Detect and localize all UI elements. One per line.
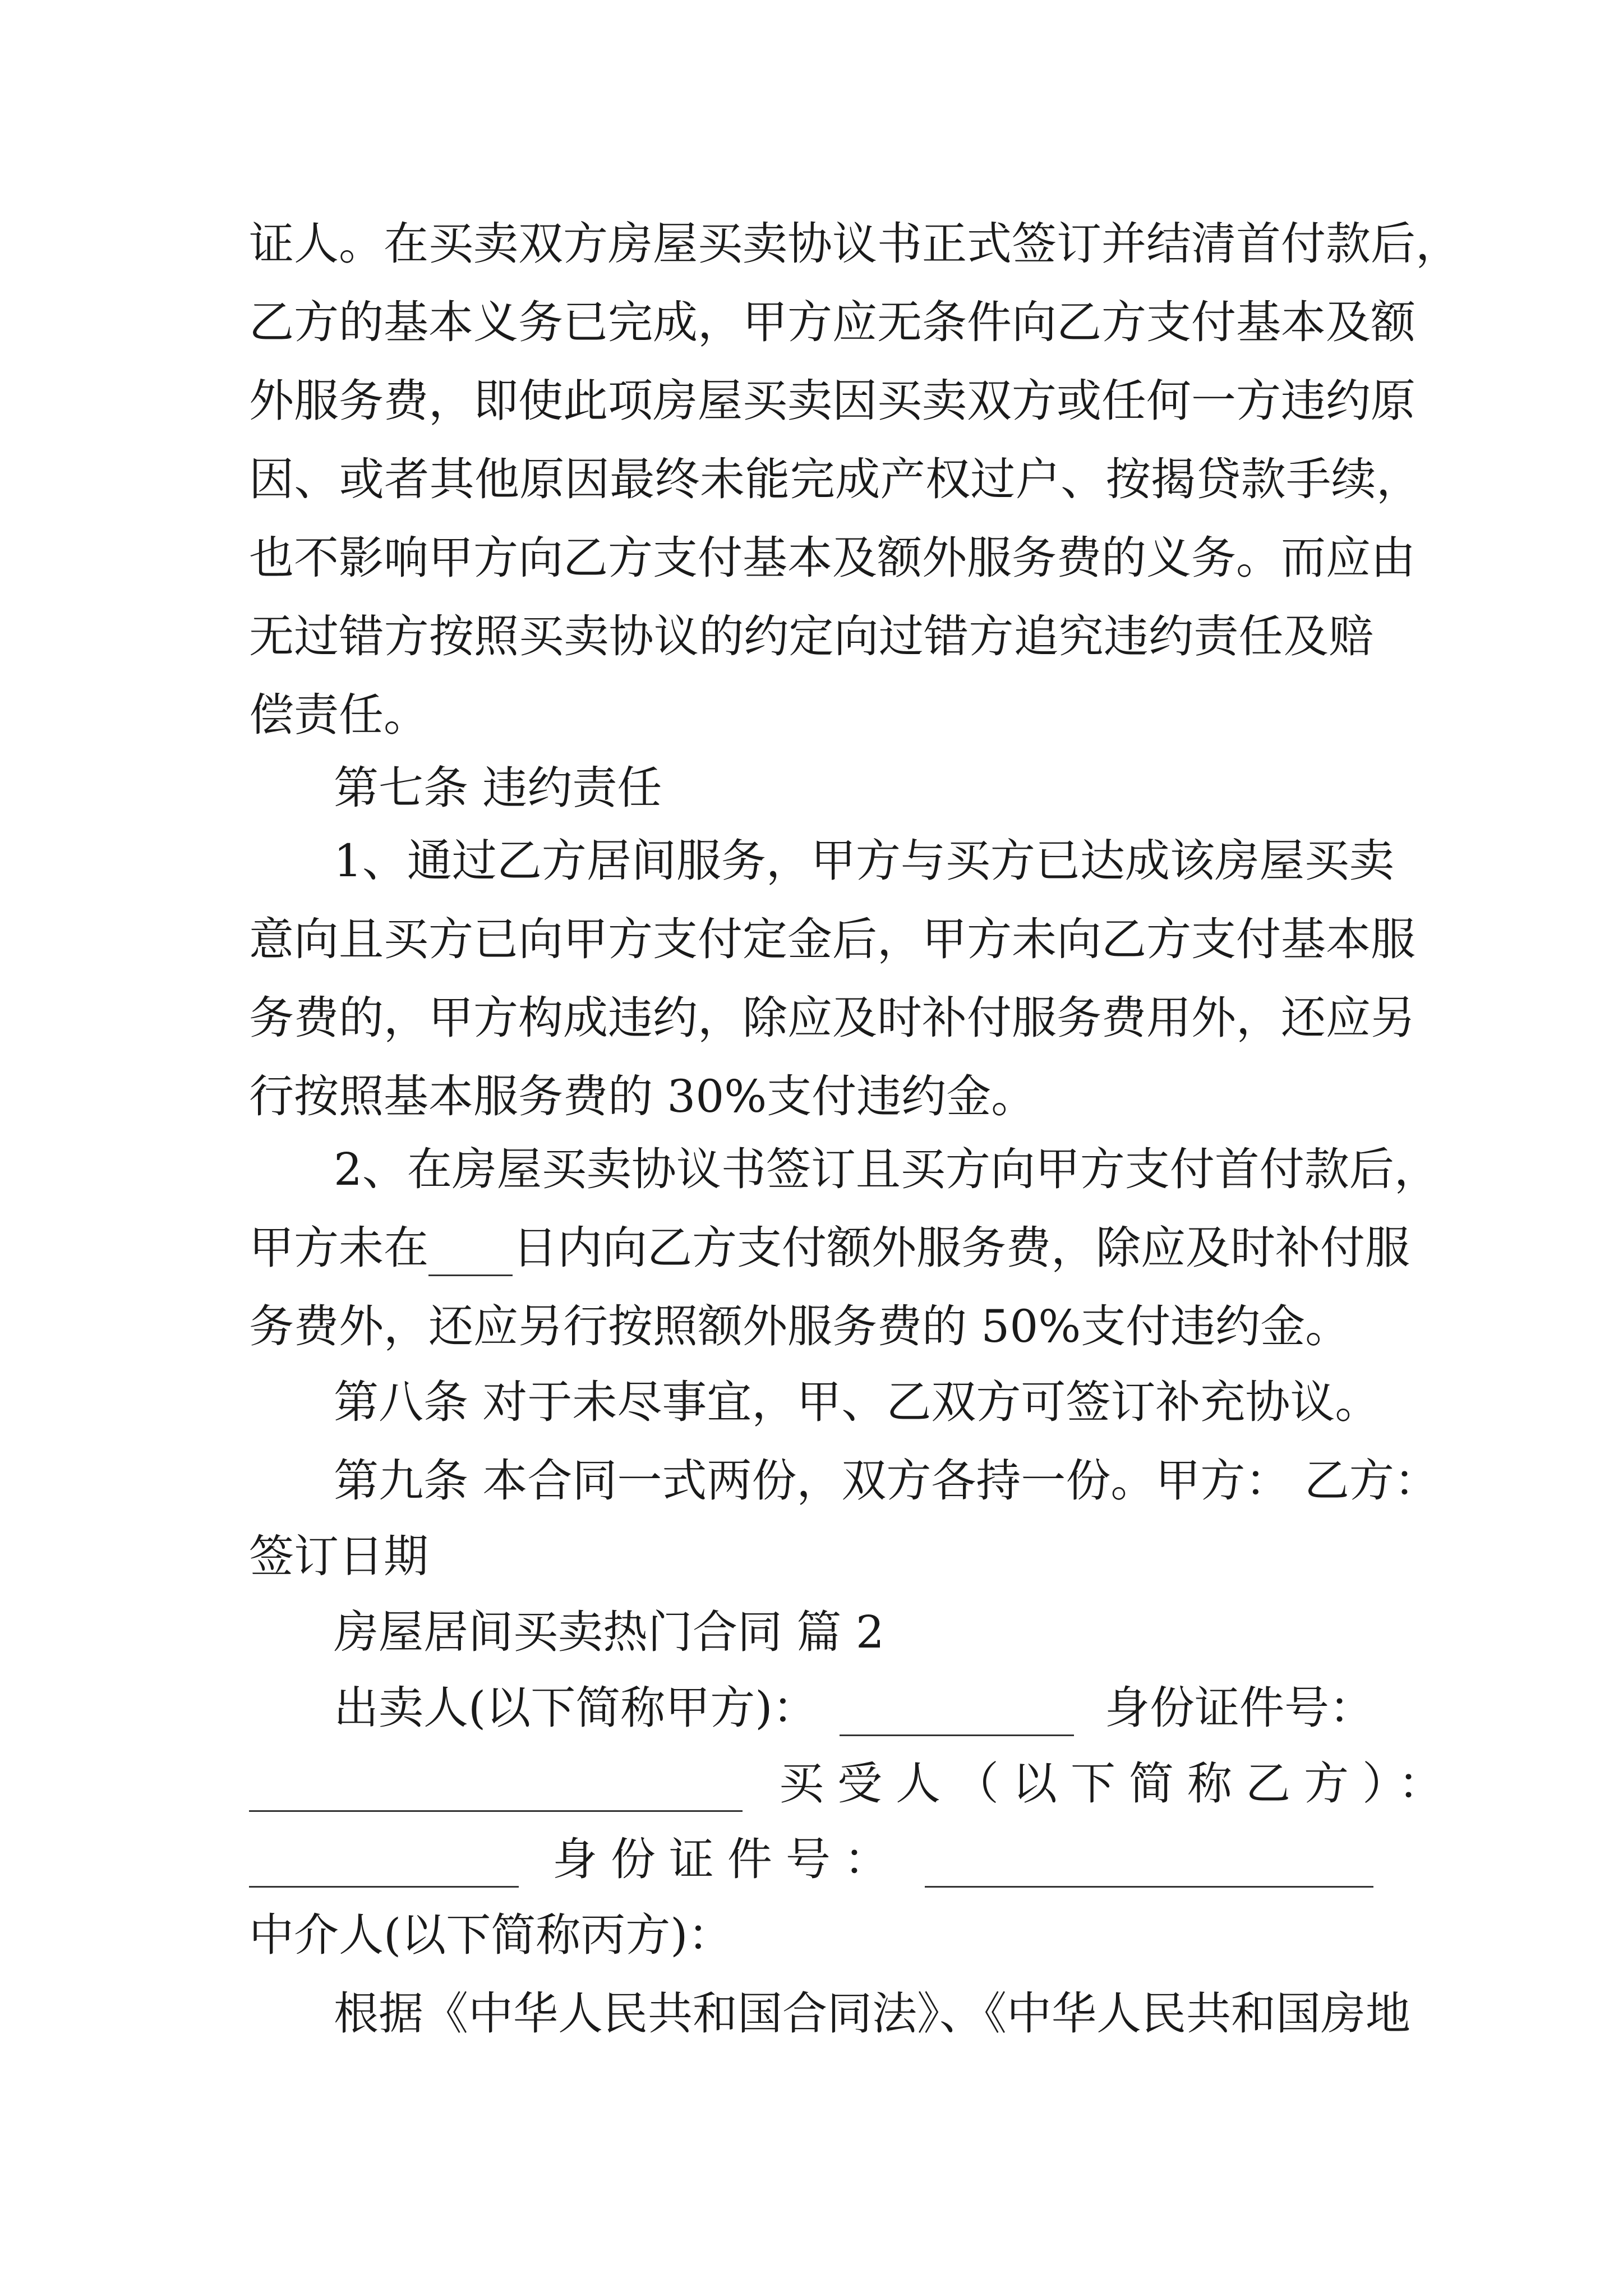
paragraph-line: 签订日期 xyxy=(249,1530,428,1582)
buyer-label: 买受人（以下简称乙方）： xyxy=(779,1757,1456,1810)
id-number-label: 身份证件号： xyxy=(1105,1682,1374,1734)
buyer-name-field[interactable] xyxy=(249,1846,519,1888)
paragraph-line: 1、通过乙方居间服务，甲方与买方已达成该房屋买卖 xyxy=(334,835,1394,887)
line-text: 甲方未在 xyxy=(249,1222,428,1274)
paragraph-line: 第九条 本合同一式两份，双方各持一份。甲方： 乙方： xyxy=(334,1455,1439,1507)
paragraph-line: 偿责任。 xyxy=(249,689,428,741)
paragraph-line: 外服务费，即使此项房屋买卖因买卖双方或任何一方违约原 xyxy=(249,375,1415,427)
paragraph-line: 因、或者其他原因最终未能完成产权过户、按揭贷款手续， xyxy=(249,453,1421,505)
days-blank-field[interactable] xyxy=(428,1234,513,1276)
paragraph-line-with-blank xyxy=(249,1220,1410,1276)
paragraph-line: 意向且买方已向甲方支付定金后，甲方未向乙方支付基本服 xyxy=(249,913,1415,965)
seller-name-field[interactable] xyxy=(840,1694,1074,1736)
id-number-label: 身份证件号： xyxy=(552,1833,902,1885)
paragraph-line: 务费的，甲方构成违约，除应及时补付服务费用外，还应另 xyxy=(249,992,1415,1044)
paragraph-line: 无过错方按照买卖协议的约定向过错方追究违约责任及赔 xyxy=(249,610,1373,662)
paragraph-line: 中介人(以下简称丙方)： xyxy=(249,1909,733,1961)
paragraph-line: 根据《中华人民共和国合同法》、《中华人民共和国房地 xyxy=(334,1987,1410,2040)
seller-id-field[interactable] xyxy=(249,1770,743,1812)
buyer-id-field[interactable] xyxy=(925,1846,1373,1888)
paragraph-line: 务费外，还应另行按照额外服务费的 50%支付违约金。 xyxy=(249,1300,1350,1352)
paragraph-line: 行按照基本服务费的 30%支付违约金。 xyxy=(249,1070,1036,1122)
section-heading: 第七条 违约责任 xyxy=(334,762,662,814)
contract-title: 房屋居间买卖热门合同 篇 2 xyxy=(334,1606,884,1658)
paragraph-line: 第八条 对于未尽事宜，甲、乙双方可签订补充协议。 xyxy=(334,1376,1380,1428)
paragraph-line: 乙方的基本义务已完成，甲方应无条件向乙方支付基本及额 xyxy=(249,296,1415,348)
seller-label: 出卖人(以下简称甲方)： xyxy=(334,1682,818,1734)
seller-line xyxy=(334,1680,1374,1736)
paragraph-line: 2、在房屋买卖协议书签订且买方向甲方支付首付款后， xyxy=(334,1143,1439,1195)
line-text: 日内向乙方支付额外服务费，除应及时补付服 xyxy=(513,1222,1410,1274)
buyer-line xyxy=(249,1756,1456,1812)
paragraph-line: 也不影响甲方向乙方支付基本及额外服务费的义务。而应由 xyxy=(249,532,1415,584)
paragraph-line: 证人。在买卖双方房屋买卖协议书正式签订并结清首付款后， xyxy=(249,218,1460,270)
buyer-id-line xyxy=(249,1832,1373,1888)
